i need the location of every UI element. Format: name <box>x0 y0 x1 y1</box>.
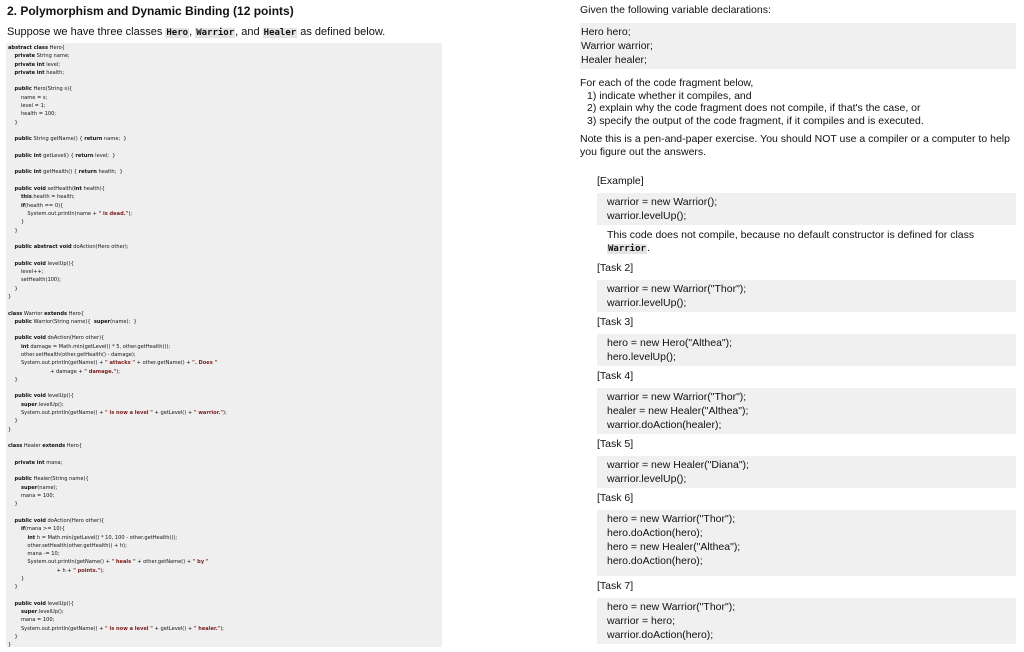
code-string: " heals " <box>111 559 136 566</box>
code-text <box>8 194 21 200</box>
code-keyword: public abstract void <box>14 244 72 251</box>
code-keyword: public int <box>14 169 42 176</box>
code-text <box>8 344 21 350</box>
code-line <box>8 600 442 608</box>
code-keyword: super <box>93 318 111 325</box>
code-line <box>8 235 442 243</box>
code-keyword: public int <box>14 152 42 159</box>
code-text: Hero{ <box>65 443 83 450</box>
code-line <box>8 334 442 342</box>
code-text: doAction(Hero other){ <box>45 517 105 524</box>
example-explanation <box>597 229 1016 256</box>
task-label: [Task 2] <box>597 262 634 274</box>
code-line <box>8 210 442 218</box>
code-text: level; } <box>93 152 116 159</box>
instructions <box>580 77 1018 127</box>
code-line <box>8 351 442 359</box>
code-text: (name); } <box>110 318 137 325</box>
code-keyword: private int <box>14 69 45 76</box>
code-string: " by " <box>192 559 209 566</box>
code-line <box>8 276 442 284</box>
code-text: } <box>8 219 25 226</box>
code-text: level; <box>44 61 61 68</box>
code-keyword: public void <box>14 517 46 524</box>
code-keyword: int <box>27 534 36 541</box>
code-line <box>8 401 442 409</box>
code-line <box>8 442 442 450</box>
code-string: " attacks " <box>105 360 136 367</box>
code-text: levelUp(){ <box>45 600 74 607</box>
code-line <box>8 268 442 276</box>
code-line <box>8 467 442 475</box>
code-text: setHealth(100); <box>8 277 61 284</box>
code-line: hero.levelUp(); <box>607 351 676 363</box>
code-line <box>8 426 442 434</box>
code-text: + other.getName() + <box>135 559 193 566</box>
code-text: } <box>8 634 18 641</box>
code-line <box>8 550 442 558</box>
code-line: hero = new Warrior("Thor"); <box>607 513 736 525</box>
code-string: ". Does " <box>192 360 218 367</box>
code-text: levelUp(){ <box>45 260 74 267</box>
note-text: Note this is a pen-and-paper exercise. You should NOT use a compiler or a computer to help you figure out the answers. <box>580 133 1010 158</box>
given-text: Given the following variable declarations: <box>580 4 771 16</box>
code-line <box>8 641 442 647</box>
code-line <box>8 409 442 417</box>
code-keyword: public <box>14 136 32 143</box>
code-text: } <box>8 293 12 300</box>
code-line <box>8 451 442 459</box>
code-text: Warrior(String name){ <box>31 318 94 325</box>
code-line <box>8 417 442 425</box>
code-text: System.out.println(getName() + <box>8 625 106 632</box>
code-line <box>8 243 442 251</box>
code-line <box>8 492 442 500</box>
code-text: Hero{ <box>48 45 65 51</box>
instructions-heading: For each of the code fragment below, <box>580 77 754 89</box>
problem-intro <box>7 26 446 38</box>
code-line <box>8 459 442 467</box>
code-line: warrior = new Warrior(); <box>607 196 718 208</box>
code-line <box>8 52 442 60</box>
code-line <box>8 434 442 442</box>
tasks-section <box>597 175 1018 644</box>
task-label: [Task 5] <box>597 438 634 450</box>
code-text: .levelUp(); <box>37 401 64 408</box>
code-text: doAction(Hero other); <box>71 244 129 251</box>
task-label: [Task 3] <box>597 316 634 328</box>
code-line <box>8 318 442 326</box>
code-string: " is now a level " <box>105 410 153 417</box>
explanation-text: . <box>646 242 650 254</box>
code-text: } <box>8 426 12 433</box>
code-string: " healer." <box>193 625 221 632</box>
code-text <box>8 485 21 491</box>
code-keyword: return <box>75 152 94 159</box>
code-keyword: int <box>74 186 82 193</box>
code-string: " warrior." <box>193 410 223 417</box>
code-line: hero = new Hero("Althea"); <box>607 337 733 349</box>
code-line: healer = new Healer("Althea"); <box>607 405 749 417</box>
code-keyword: private <box>14 53 36 60</box>
code-line <box>8 368 442 376</box>
code-text: mana = 100; <box>8 493 55 500</box>
code-line <box>8 61 442 69</box>
intro-text: as defined below. <box>297 26 386 38</box>
code-text: health; <box>44 69 65 76</box>
code-line: warrior = new Healer("Diana"); <box>607 459 749 471</box>
code-line: warrior = new Warrior("Thor"); <box>607 391 747 403</box>
code-keyword: class <box>8 310 23 317</box>
instruction-item: 3) specify the output of the code fragment, if it compiles and is executed. <box>587 114 924 127</box>
code-line <box>8 44 442 52</box>
code-text: doAction(Hero other){ <box>45 335 105 342</box>
code-line <box>8 85 442 93</box>
code-keyword: public <box>14 318 32 325</box>
declaration-line: Healer healer; <box>581 54 647 66</box>
code-line: warrior.levelUp(); <box>607 297 687 309</box>
code-keyword: abstract class <box>8 45 48 51</box>
code-text: + getLevel() + <box>152 410 194 417</box>
task-code <box>597 456 1016 488</box>
code-keyword: extends <box>42 443 66 450</box>
code-line <box>8 326 442 334</box>
code-text: } <box>8 119 18 126</box>
explanation-text: This code does not compile, because no default constructor is defined for class <box>607 229 975 241</box>
code-keyword: this <box>20 194 32 201</box>
code-line <box>8 160 442 168</box>
code-keyword: super <box>20 609 38 616</box>
code-text: name = s; <box>8 94 48 101</box>
code-line <box>8 567 442 575</box>
class-name-warrior: Warrior <box>608 244 646 254</box>
code-keyword: class <box>8 443 23 450</box>
code-line: hero.doAction(hero); <box>607 555 703 567</box>
code-keyword: public void <box>14 260 46 267</box>
code-line <box>8 168 442 176</box>
code-line <box>8 575 442 583</box>
code-keyword: public <box>14 476 32 483</box>
task-code <box>597 598 1016 644</box>
code-line <box>8 558 442 566</box>
code-text: Warrior <box>22 310 45 317</box>
code-line: warrior.doAction(healer); <box>607 419 722 431</box>
code-line <box>8 293 442 301</box>
code-line <box>8 310 442 318</box>
code-text: } <box>8 418 18 425</box>
code-string: " is now a level " <box>105 625 153 632</box>
code-text: mana = 100; <box>8 617 55 624</box>
code-keyword: return <box>84 136 103 143</box>
code-text: (health == 0){ <box>24 202 64 209</box>
code-line <box>8 376 442 384</box>
code-text: levelUp(){ <box>45 393 74 400</box>
code-text: System.out.println(getName() + <box>8 360 106 367</box>
code-line <box>8 534 442 542</box>
code-text: Hero(String s){ <box>31 86 73 93</box>
code-keyword: extends <box>44 310 68 317</box>
code-line <box>8 119 442 127</box>
code-line <box>8 384 442 392</box>
code-text: .levelUp(); <box>37 609 64 616</box>
code-line <box>8 152 442 160</box>
code-text <box>8 535 27 541</box>
class-name-warrior: Warrior <box>196 28 235 38</box>
code-line <box>8 301 442 309</box>
code-line: warrior = new Warrior("Thor"); <box>607 283 747 295</box>
code-line: warrior.doAction(hero); <box>607 629 714 641</box>
code-text: String name; <box>35 53 70 60</box>
code-text: Hero{ <box>67 310 84 317</box>
code-text: ); <box>116 368 120 375</box>
code-line: warrior.levelUp(); <box>607 473 687 485</box>
code-line <box>8 110 442 118</box>
task-code <box>597 334 1016 366</box>
code-line <box>8 185 442 193</box>
instruction-item: 2) explain why the code fragment does not compile, if that's the case, or <box>587 102 921 114</box>
code-line <box>8 69 442 77</box>
code-line <box>8 135 442 143</box>
class-code-listing <box>6 43 442 647</box>
code-text: (mana >= 10){ <box>24 526 65 533</box>
code-text <box>8 402 21 408</box>
code-line <box>8 608 442 616</box>
code-text: Healer <box>22 443 43 450</box>
code-text: getHealth() { <box>41 169 79 176</box>
code-text: health){ <box>81 186 105 193</box>
code-text: health; } <box>96 169 123 176</box>
code-line <box>8 94 442 102</box>
task-label: [Task 6] <box>597 492 634 504</box>
code-text: (name); <box>37 484 58 491</box>
code-text <box>8 526 21 532</box>
code-text: getLevel() { <box>41 152 76 159</box>
code-line <box>8 592 442 600</box>
code-keyword: if <box>20 526 25 533</box>
code-string: " is dead." <box>98 210 129 217</box>
code-keyword: return <box>78 169 97 176</box>
code-text: h = Math.min(getLevel() * 10, 100 - other.getHealth()); <box>35 534 178 541</box>
code-line <box>8 475 442 483</box>
code-keyword: public void <box>14 186 46 193</box>
class-name-hero: Hero <box>166 28 189 38</box>
problem-left-column <box>6 4 446 647</box>
code-line <box>8 227 442 235</box>
code-line <box>8 500 442 508</box>
code-line <box>8 633 442 641</box>
code-keyword: public void <box>14 393 46 400</box>
code-line <box>8 77 442 85</box>
code-line <box>8 625 442 633</box>
intro-separator: , <box>189 26 196 38</box>
code-keyword: private int <box>14 61 45 68</box>
code-line: hero.doAction(hero); <box>607 527 703 539</box>
task-code <box>597 510 1016 576</box>
intro-text: Suppose we have three classes <box>7 26 166 38</box>
code-text: damage = Math.min(getLevel() * 5, other.getHealth()); <box>28 343 171 350</box>
instruction-item: 1) indicate whether it compiles, and <box>587 89 752 102</box>
declaration-line: Hero hero; <box>581 26 631 38</box>
code-string: " points." <box>73 567 101 574</box>
code-text: ); <box>220 625 225 632</box>
code-keyword: public <box>14 86 32 93</box>
example-code <box>597 193 1016 225</box>
code-text: } <box>8 376 18 383</box>
code-line <box>8 525 442 533</box>
code-line <box>8 285 442 293</box>
code-text: + getLevel() + <box>152 625 194 632</box>
code-line <box>8 144 442 152</box>
code-text: other.setHealth(other.getHealth() - damage); <box>8 351 136 358</box>
code-keyword: super <box>20 484 38 491</box>
code-text: + h + <box>8 567 74 574</box>
code-line <box>8 177 442 185</box>
code-text: } <box>8 227 18 234</box>
code-text: } <box>8 501 18 508</box>
code-text: + damage + <box>8 368 85 375</box>
code-text: System.out.println(getName() + <box>8 410 106 417</box>
code-text: } <box>8 285 18 292</box>
code-text: mana -= 10; <box>8 551 60 558</box>
code-text: health = 100; <box>8 111 57 118</box>
code-text: ); <box>128 210 133 217</box>
class-name-healer: Healer <box>263 28 297 38</box>
code-keyword: public void <box>14 335 46 342</box>
code-line <box>8 202 442 210</box>
code-keyword: super <box>20 401 38 408</box>
code-text: ); <box>223 410 227 417</box>
code-text: ); <box>100 567 104 574</box>
code-keyword: private int <box>14 459 45 466</box>
task-code <box>597 280 1016 312</box>
code-line <box>8 359 442 367</box>
code-keyword: public void <box>14 600 46 607</box>
declaration-line: Warrior warrior; <box>581 40 653 52</box>
code-line <box>8 392 442 400</box>
code-line: warrior.levelUp(); <box>607 210 687 222</box>
code-line <box>8 218 442 226</box>
code-text <box>8 203 21 209</box>
task-label: [Task 4] <box>597 370 634 382</box>
code-line <box>8 260 442 268</box>
code-text: level = 1; <box>8 103 46 110</box>
code-line <box>8 484 442 492</box>
code-line <box>8 583 442 591</box>
code-line: warrior = hero; <box>607 615 675 627</box>
code-line: hero = new Healer("Althea"); <box>607 541 741 553</box>
intro-separator: , and <box>235 26 263 38</box>
declarations-box <box>580 23 1016 69</box>
code-text: .health = health; <box>31 194 75 201</box>
task-code <box>597 388 1016 434</box>
example-label: [Example] <box>597 175 644 187</box>
code-text: } <box>8 584 18 591</box>
code-line <box>8 616 442 624</box>
code-text: System.out.println(getName() + <box>8 559 112 566</box>
code-text: level++; <box>8 269 44 276</box>
code-text: } <box>8 576 25 582</box>
code-text: name; } <box>102 136 127 143</box>
code-text: System.out.println(name + <box>8 210 99 217</box>
code-keyword: int <box>20 343 29 350</box>
task-label: [Task 7] <box>597 580 634 592</box>
problem-right-column <box>580 4 1018 648</box>
code-line: hero = new Warrior("Thor"); <box>607 601 736 613</box>
code-text <box>8 609 21 615</box>
code-text: setHealth( <box>45 186 75 193</box>
code-line <box>8 251 442 259</box>
code-text: } <box>8 642 12 647</box>
code-string: " damage." <box>84 368 117 375</box>
problem-title: 2. Polymorphism and Dynamic Binding (12 points) <box>7 4 294 18</box>
code-text: mana; <box>44 459 63 466</box>
code-line <box>8 509 442 517</box>
code-text: other.setHealth(other.getHealth() + h); <box>8 542 127 549</box>
code-text: String getName() { <box>31 136 85 143</box>
code-text: Healer(String name){ <box>31 476 89 483</box>
code-line <box>8 102 442 110</box>
code-keyword: if <box>20 202 25 209</box>
code-line <box>8 343 442 351</box>
code-text: + other.getName() + <box>135 360 193 367</box>
code-line <box>8 193 442 201</box>
code-line <box>8 127 442 135</box>
code-line <box>8 542 442 550</box>
code-line <box>8 517 442 525</box>
